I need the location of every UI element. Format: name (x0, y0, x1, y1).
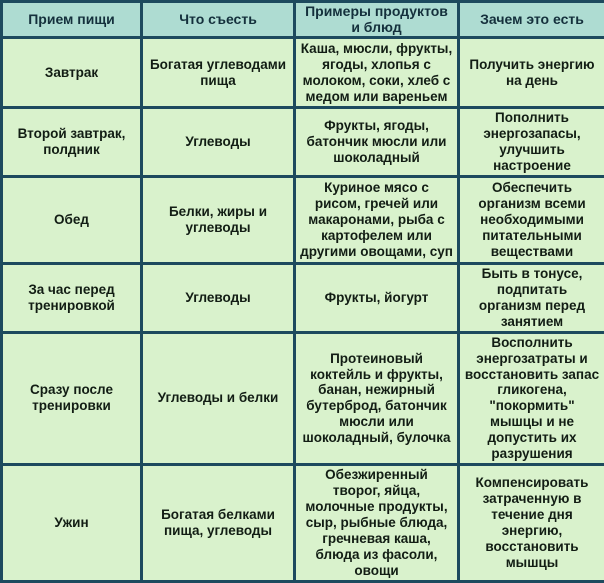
cell-examples: Фрукты, ягоды, батончик мюсли или шоколадный (295, 108, 459, 177)
table-row-dinner (2, 465, 604, 581)
table-header (2, 2, 604, 38)
cell-meal: Второй завтрак, полдник (2, 108, 142, 177)
table-row-second-breakfast (2, 108, 604, 177)
cell-meal: Обед (2, 177, 142, 264)
cell-why: Восполнить энергозатраты и восстановить запас гликогена, "покормить" мышцы и не допустить их разрушения (459, 332, 604, 464)
cell-examples: Фрукты, йогурт (295, 264, 459, 333)
cell-what-to-eat: Богатая белками пища, углеводы (142, 465, 295, 581)
cell-meal: Завтрак (2, 38, 142, 108)
cell-why: Обеспечить организм всеми необходимыми питательными веществами (459, 177, 604, 264)
table-row-lunch (2, 177, 604, 264)
cell-what-to-eat: Углеводы (142, 264, 295, 333)
cell-why: Быть в тонусе, подпитать организм перед занятием (459, 264, 604, 333)
table-row-after-workout (2, 332, 604, 464)
cell-what-to-eat: Углеводы (142, 108, 295, 177)
table-row-before-workout (2, 264, 604, 333)
column-header-examples: Примеры продуктов и блюд (295, 2, 459, 38)
cell-why: Пополнить энергозапасы, улучшить настроение (459, 108, 604, 177)
cell-examples: Каша, мюсли, фрукты, ягоды, хлопья с молоком, соки, хлеб с медом или вареньем (295, 38, 459, 108)
cell-examples: Протеиновый коктейль и фрукты, банан, нежирный бутерброд, батончик мюсли или шоколадный, булочка (295, 332, 459, 464)
header-row (2, 2, 604, 38)
cell-meal: За час перед тренировкой (2, 264, 142, 333)
cell-what-to-eat: Углеводы и белки (142, 332, 295, 464)
cell-why: Получить энергию на день (459, 38, 604, 108)
table-row-breakfast (2, 38, 604, 108)
cell-why: Компенсировать затраченную в течение дня энергию, восстановить мышцы (459, 465, 604, 581)
cell-examples: Обезжиренный творог, яйца, молочные продукты, сыр, рыбные блюда, гречневая каша, блюда из фасоли, овощи (295, 465, 459, 581)
cell-what-to-eat: Белки, жиры и углеводы (142, 177, 295, 264)
column-header-what-to-eat: Что съесть (142, 2, 295, 38)
cell-meal: Сразу после тренировки (2, 332, 142, 464)
column-header-why: Зачем это есть (459, 2, 604, 38)
cell-meal: Ужин (2, 465, 142, 581)
column-header-meal: Прием пищи (2, 2, 142, 38)
cell-examples: Куриное мясо с рисом, гречей или макаронами, рыба с картофелем или другими овощами, суп (295, 177, 459, 264)
cell-what-to-eat: Богатая углеводами пища (142, 38, 295, 108)
table-body (2, 38, 604, 581)
